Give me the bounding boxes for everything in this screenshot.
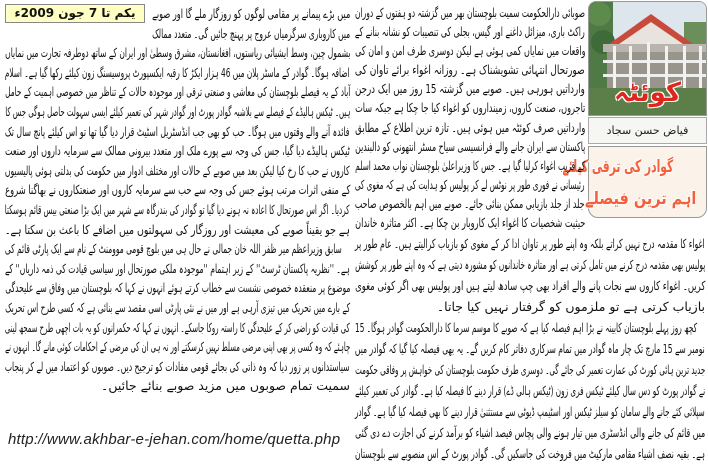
text-line <box>5 42 350 62</box>
headline-line-1: گوادر کی ترقی کیلئے <box>562 157 674 177</box>
text-line-content: بازیاب کرتی ہے تو ملزموں کو گرفتار نہیں کیا جاتا۔ <box>436 299 705 314</box>
text-line-content: جدید ترین ہائی کورٹ کی عمارت تعمیر کی جائے گی۔ دوسری طرف حکومت بلوچستان کی خواہش پر وفاقی حکومت <box>354 362 705 377</box>
text-line-content: ہے۔ بقیہ نصف اشیاء مقامی مارکیٹ میں فروخت کی جاسکیں گی۔ گوادر پورٹ کے اس منصوبے سے بلوچستان <box>354 446 705 461</box>
text-line <box>5 219 350 239</box>
text-line <box>5 297 350 317</box>
text-line-content: سیاستدانوں پر زور دیا کہ وہ ذاتی کی بجائے قومی مفادات کو ترجیح دیں۔ صوبوں کو اعتماد میں لے کر پنجاب <box>5 358 350 374</box>
text-line <box>5 336 350 356</box>
text-line-content: کی قیادت کو راضی کر کے علیحدگی کا راستہ روکا جاسکے۔ انہوں نے کہا کہ حکمرانوں کو یہ بات اچھی طرح سمجھ لینی <box>5 319 350 335</box>
text-line <box>5 160 350 180</box>
text-line-content: کریں۔ اغواء کاروں سے نجات پانے والے افراد بھی چپ سادھ لیتے ہیں اور پولیس بھی اگر کوئی مغوی <box>354 278 705 293</box>
author-name: فیاض حسن سجاد <box>588 117 707 144</box>
text-line <box>355 379 705 400</box>
text-line-content: کے بارے میں تحریک میں تیزی آرہی ہے اور میں نے نئی پارٹی اسی مقصد سے بنائی ہے کہ کسی طرح اس تحریک <box>4 299 350 315</box>
text-line-content: اضافہ ہوگا۔ گوادر کے ماسٹر پلان میں 46 ہزار ایکڑ کا رقبہ ایکسپورٹ پروسیسنگ زون کیلئے رکھا گیا ہے۔ اسلام <box>5 64 350 80</box>
text-line-content: چاہئے کہ وہ کسی پر بھی اپنی مرضی مسلط نہیں کرسکتے اور نہ ہی ان کی مرضی کے احکامات کوئی مانے گا۔ انہوں نے <box>4 339 350 355</box>
headline-row-1 <box>562 151 706 183</box>
text-line-content: وارداتیں ہورہی ہیں۔ صوبے میں گزشتہ 15 روز میں ایک درجن <box>355 81 585 97</box>
right-column-top <box>355 2 585 231</box>
text-line <box>5 238 350 258</box>
text-line <box>355 274 705 295</box>
text-line-content: صوبائی دارالحکومت سمیت بلوچستان بھر میں گزشتہ دو ہفتوں کے دوران <box>355 5 585 20</box>
text-line-content: میں بڑے پیمانے پر مقامی لوگوں کو روزگار ملے گا اور صوبے <box>151 6 350 21</box>
headline-row-2 <box>584 183 706 215</box>
text-line <box>355 400 705 421</box>
text-line <box>355 442 705 463</box>
text-line-content: رئیسانی نے فوری طور پر نوٹس لے کر پولیس کو ہدایت کی ہے کہ مغوی کی <box>355 176 585 192</box>
text-line <box>355 174 585 193</box>
text-line-content: میں قائم کی جانے والی انڈسٹری میں تیار ہونے والی پچاس فیصد اشیاء کو برآمد کرنے کی اجازت دے دی گئی <box>354 425 705 440</box>
headline-box <box>562 146 707 218</box>
text-line <box>355 295 705 316</box>
text-line-content: میں کاروباری سرگرمیاں عروج پر پہنچ جائیں گی۔ متعدد ممالک <box>151 25 350 41</box>
text-line-content: ہے جو یقیناً صوبے کی معیشت اور روزگار کی سہولتوں میں اضافے کا باعث بن سکتا ہے۔ <box>5 221 350 237</box>
text-line-content: ٹیکس ہالیڈے دیا گیا، جس کی وجہ سے پورے ملک اور متعدد بیرونی ممالک سے سرمایہ داروں اور صنعت <box>5 143 350 159</box>
text-line <box>5 101 350 121</box>
text-line <box>5 179 350 199</box>
text-line-content: سمیت تمام صوبوں میں مزید صوبے بنائے جائیں۔ <box>101 378 350 394</box>
text-line-content: صورتحال انتہائی تشویشناک ہے۔ روزانہ اغواء برائے تاوان کی <box>355 62 585 78</box>
text-line-content: کے منفی اثرات مرتب ہوئے جس کی وجہ سے حب سے سرمایہ کاروں اور صنعتکاروں نے بھاگنا شروع <box>4 182 350 198</box>
text-line-content: واقعات میں نمایاں کمی ہوئی ہے لیکن دوسری طرف امن و امان کی <box>354 43 585 59</box>
text-line <box>5 199 350 219</box>
text-line <box>152 3 350 23</box>
text-line <box>5 121 350 141</box>
text-line <box>355 337 705 358</box>
text-line <box>355 40 585 59</box>
text-line <box>5 277 350 297</box>
headline-line-2: اہم ترین فیصلے <box>584 189 696 209</box>
text-line <box>355 253 705 274</box>
text-line <box>355 117 585 136</box>
text-line <box>5 356 350 376</box>
text-line <box>355 316 705 337</box>
right-column-bottom <box>355 232 705 463</box>
text-line-content: تاجروں، صنعت کاروں، زمینداروں کو اغواء کیا جا چکا ہے جبکہ سات <box>354 100 585 116</box>
text-line <box>355 21 585 40</box>
column-logo: کوئٹہ <box>613 78 682 108</box>
text-line-content: نومبر سے 15 مارچ تک چار ماہ گوادر میں تمام سرکاری دفاتر کام کریں گے۔ یہ بھی فیصلہ کیا گیا کہ گوادر میں <box>355 341 705 356</box>
text-line <box>5 375 350 395</box>
text-line-content: فائدہ آنے والے وقتوں میں ہوگا۔ حب کو بھی جب انڈسٹریل اسٹیٹ قرار دیا گیا تھا تو اس کیلئے پانچ سال تک <box>5 123 350 139</box>
text-line-content: ہیں۔ ٹیکس ہالیڈے کے فیصلے سے بلاشبہ گوادر پورٹ اور گوادر شہر کی تعمیر کیلئے ایسی سہولت حاصل ہوگی جس کا <box>4 103 350 119</box>
text-line-content: ہے۔ ''نظریہ پاکستان ٹرسٹ'' کے زیر اہتمام ''موجودہ ملکی صورتحال اور سیاسی قیادت کی ذمہ داریاں'' کے <box>5 260 350 276</box>
text-line <box>355 2 585 21</box>
text-line <box>355 358 705 379</box>
text-line <box>5 258 350 278</box>
column-header-photo <box>588 1 707 116</box>
text-line-content: کاروں نے حب کا رخ کیا لیکن بعد میں صوبے کے حالات اور مختلف ادوار میں حکومت کی بدلتی ہوئی پالیسیوں <box>5 162 350 178</box>
text-line <box>355 97 585 116</box>
text-line-content: نے گوادر پورٹ کو دس سال کیلئے ٹیکس فری زون (ٹیکس ہالی ڈے) قرار دینے کا فیصلہ کیا ہے۔ گوادر کی تعمیر کیلئے <box>354 383 705 398</box>
text-line-content: کردیا۔ اگر اس صورتحال کا اعادہ نہ ہونے دیا گیا تو گوادر کی بندرگاہ سے شہر میں ایک بڑا صنعتی بیس قائم ہوسکتا <box>5 201 350 217</box>
text-line-content: آباد کے یہ فیصلے بلوچستان کی معاشی و صنعتی ترقی اور موجودہ حالات کے تناظر میں خصوصی اہمیت کے حامل <box>4 84 350 100</box>
text-line-content: کے قریب اغواء کرلیا گیا ہے۔ جس کا وزیراعلیٰ بلوچستان نواب محمد اسلم <box>354 157 585 173</box>
text-line <box>152 23 350 43</box>
text-line-content: وارداتیں صرف کوئٹہ میں ہوئی ہیں۔ تازہ ترین اطلاع کے مطابق <box>354 119 585 135</box>
text-line <box>355 212 585 231</box>
text-line <box>355 78 585 97</box>
text-line <box>5 317 350 337</box>
text-line <box>355 232 705 253</box>
text-line <box>355 136 585 155</box>
text-line-content: سپلائی کئے جانے والے سامان کو سیلز ٹیکس اور اسٹیمپ ڈیوٹی سے مستثنیٰ قرار دینے کا بھی فیصلہ کیا گیا ہے۔ گوادر <box>355 404 705 419</box>
text-line <box>355 193 585 212</box>
date-label: یکم تا 7 جون 2009ء <box>5 4 145 23</box>
text-line-content: راکٹ باری، میزائل داغنے اور گیس، بجلی کی تنصیبات کو نشانہ بنانے کے <box>355 24 585 40</box>
text-line <box>355 421 705 442</box>
text-line-content: جلد از جلد بازیابی ممکن بنائی جائے۔ صوبے میں اہم بالخصوص صاحب <box>355 195 585 211</box>
source-url: http://www.akhbar-e-jehan.com/home/quetta.php <box>8 431 341 448</box>
text-line-content: پاکستان سے ایران جانے والے فرانسیسی سیاح مسٹر انتھونی کو دالبندین <box>354 138 585 154</box>
text-line-content: موضوع پر منعقدہ خصوصی نشست سے خطاب کرتے ہوئے انہوں نے کہا کہ بلوچستان میں وفاق سے علیحدگی <box>4 280 350 296</box>
text-line <box>5 81 350 101</box>
text-line-content: بشمول چین، وسط ایشیائی ریاستوں، افغانستان، مشرق وسطیٰ اور ایران کے ساتھ دوطرفہ تجارت میں نمایاں <box>4 45 350 61</box>
text-line-content: حیثیت شخصیات کا اغواء ایک کاروبار بن چکا ہے۔ اکثر متاثرہ خاندان <box>354 215 585 231</box>
text-line-content: سابق وزیراعظم میر ظفر اللہ خان جمالی نے حال ہی میں بلوچ قومی موومنٹ کے نام سے ایک پارٹی قائم کی <box>5 241 342 257</box>
text-line <box>355 59 585 78</box>
text-line-content: کچھ روز پہلے بلوچستان کابینہ نے بڑا اہم فیصلہ کیا ہے کہ صوبے کا موسم سرما کا دارالحکومت گوادر ہوگا۔ 15 <box>354 320 697 335</box>
text-line <box>355 155 585 174</box>
left-column <box>5 3 350 395</box>
text-line <box>5 140 350 160</box>
text-line <box>5 62 350 82</box>
text-line-content: اغواء کا مقدمہ درج نہیں کراتے بلکہ وہ اپنے طور پر تاوان ادا کر کے مغوی کو بازیاب کرالیتے ہیں۔ عام طور پر <box>355 236 705 251</box>
text-line-content: پولیس بھی مقدمہ درج کرنے میں تامل کرتی ہے اور متاثرہ خاندانوں کو مشورہ دیتی ہے کہ وہ اپنے طور پر کوشش <box>354 257 705 272</box>
